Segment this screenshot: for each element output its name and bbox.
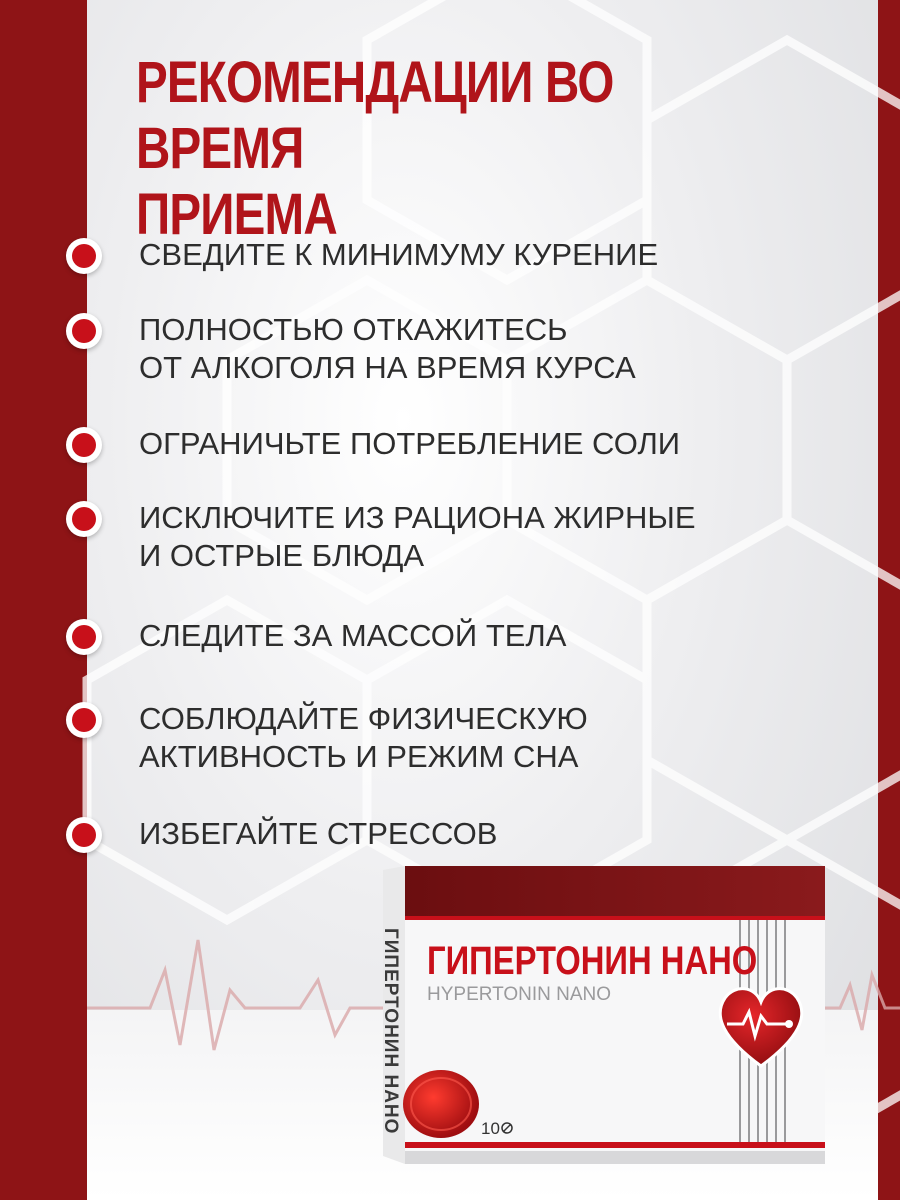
item-text: СВЕДИТЕ К МИНИМУМУ КУРЕНИЕ [139, 237, 659, 272]
bullet-icon [66, 619, 102, 655]
list-item [66, 499, 696, 575]
bullet-icon [66, 817, 102, 853]
tablet-count: 10 [481, 1119, 500, 1138]
bullet-icon [66, 501, 102, 537]
box-side-label: ГИПЕРТОНИН НАНО [380, 928, 401, 1135]
list-item [66, 425, 680, 463]
item-text: ИСКЛЮЧИТЕ ИЗ РАЦИОНА ЖИРНЫЕ И ОСТРЫЕ БЛЮДА [139, 500, 696, 573]
product-box [380, 866, 825, 1164]
bullet-icon [66, 702, 102, 738]
bullet-icon [66, 427, 102, 463]
bullet-icon [66, 313, 102, 349]
page-title: РЕКОМЕНДАЦИИ ВО ВРЕМЯ ПРИЕМА [136, 50, 614, 247]
list-item [66, 700, 588, 776]
item-text: СОБЛЮДАЙТЕ ФИЗИЧЕСКУЮ АКТИВНОСТЬ И РЕЖИМ СНА [139, 701, 588, 774]
item-text: ИЗБЕГАЙТЕ СТРЕССОВ [139, 816, 498, 851]
list-item [66, 311, 636, 387]
list-item [66, 815, 497, 853]
item-text: ПОЛНОСТЬЮ ОТКАЖИТЕСЬ ОТ АЛКОГОЛЯ НА ВРЕМЯ КУРСА [139, 312, 636, 385]
list-item [66, 236, 658, 274]
item-text: ОГРАНИЧЬТЕ ПОТРЕБЛЕНИЕ СОЛИ [139, 426, 681, 461]
product-name: ГИПЕРТОНИН НАНО [427, 937, 758, 983]
product-name-en: HYPERTONIN NANO [427, 984, 612, 1005]
tablet-icon [403, 1070, 479, 1138]
bullet-icon [66, 238, 102, 274]
item-text: СЛЕДИТЕ ЗА МАССОЙ ТЕЛА [139, 618, 567, 653]
list-item [66, 617, 566, 655]
